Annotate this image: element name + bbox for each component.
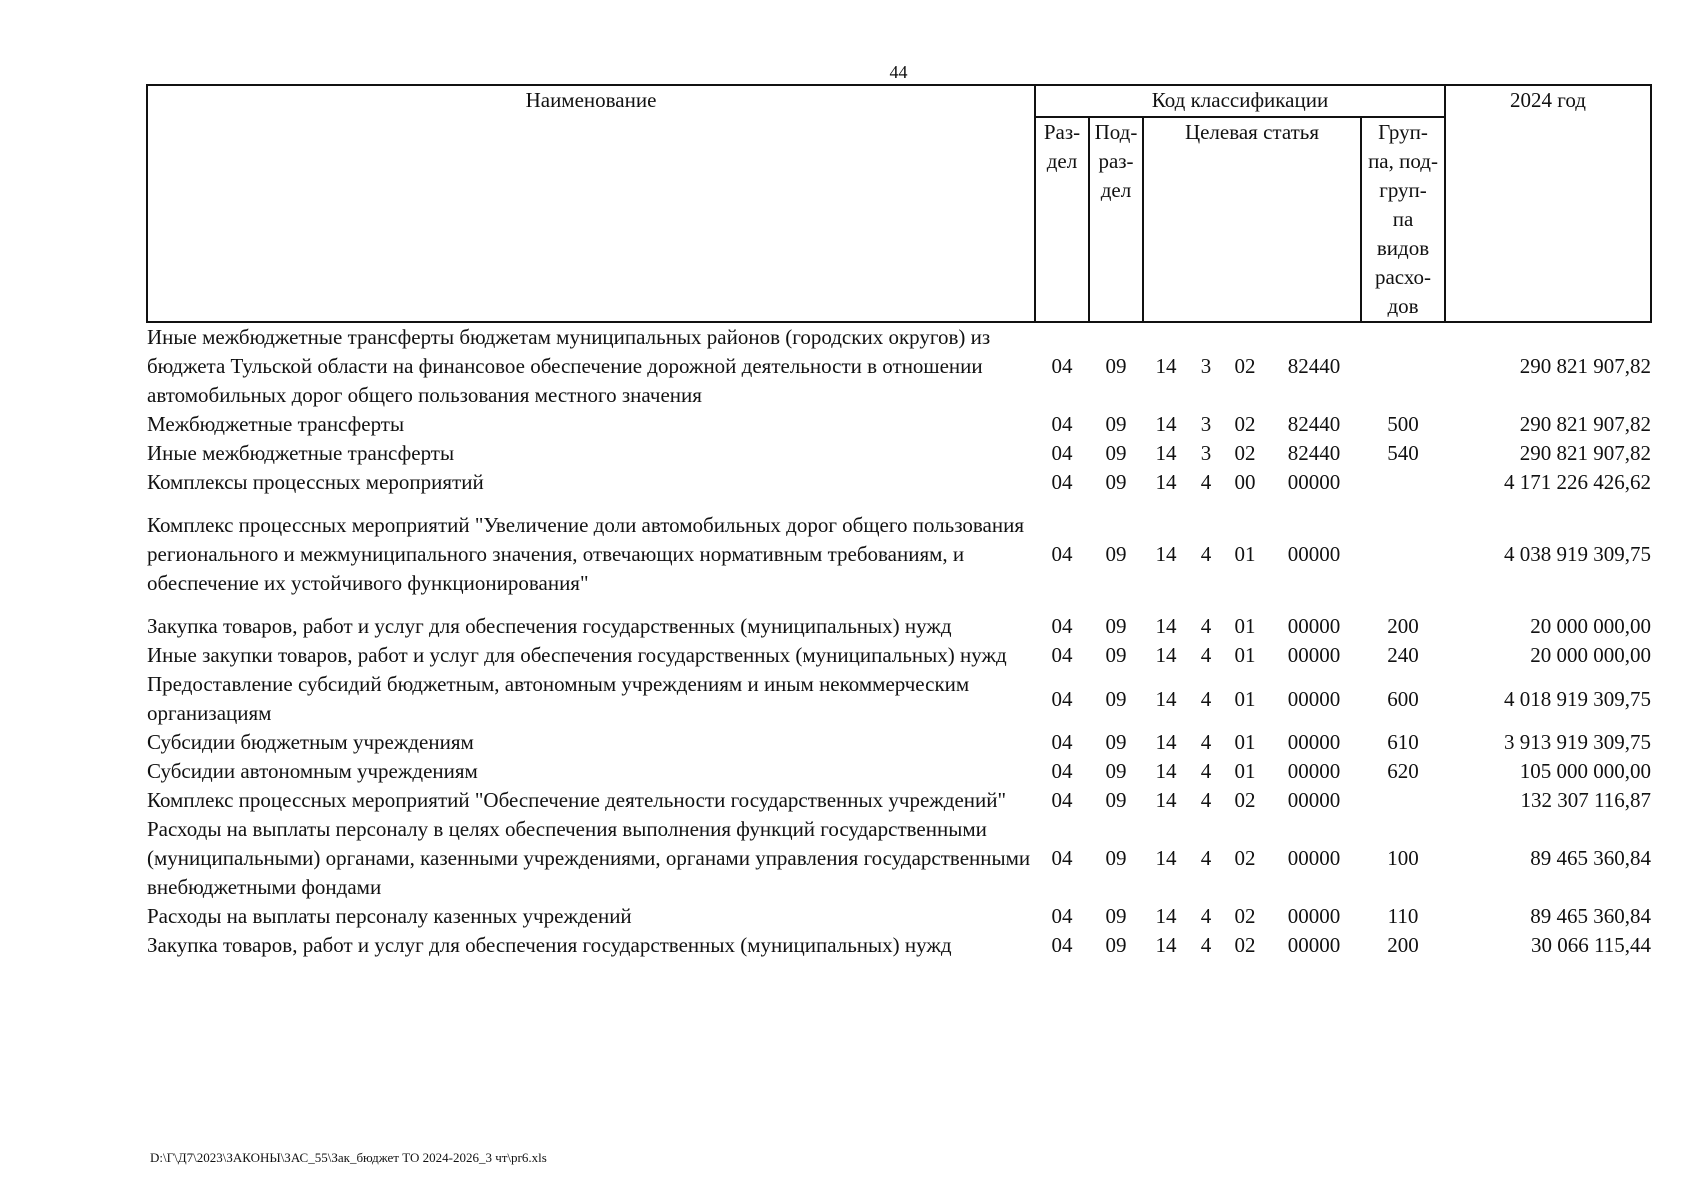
code-razdel: 04	[1051, 412, 1073, 436]
code-podrazdel: 09	[1105, 846, 1127, 870]
code-podrazdel: 09	[1105, 441, 1127, 465]
code-group: 540	[1387, 441, 1419, 465]
row-amount: 290 821 907,82	[1519, 412, 1652, 436]
row-amount: 89 465 360,84	[1530, 846, 1652, 870]
code-razdel: 04	[1051, 354, 1073, 378]
code-razdel: 04	[1051, 904, 1073, 928]
code-target-3: 02	[1234, 933, 1256, 957]
code-razdel: 04	[1051, 470, 1073, 494]
code-razdel: 04	[1051, 686, 1073, 711]
code-target-2: 4	[1200, 788, 1212, 812]
row-name: Комплекс процессных мероприятий "Обеспечение деятельности государственных учреждений"	[147, 788, 1007, 812]
row-amount: 4 038 919 309,75	[1504, 542, 1652, 566]
row-name: Иные межбюджетные трансферты бюджетам муниципальных районов (городских округов) из бюджета Тульской области на финансовое обеспечение дорожной деятельности в отношении автомобильных дорог общего пользования местного значения	[147, 325, 991, 407]
code-target-1: 14	[1155, 846, 1177, 870]
code-target-2: 4	[1200, 759, 1212, 783]
row-name: Расходы на выплаты персоналу в целях обеспечения выполнения функций государственными (муниципальными) органами, казенными учреждениями, органами управления государственными внебюджетными фондами	[147, 817, 1031, 899]
code-podrazdel: 09	[1105, 542, 1127, 566]
code-group: 500	[1387, 412, 1419, 436]
code-target-3: 02	[1234, 441, 1256, 465]
code-target-1: 14	[1155, 788, 1177, 812]
code-target-3: 02	[1234, 354, 1256, 378]
code-target-4: 00000	[1287, 759, 1341, 783]
code-target-1: 14	[1155, 470, 1177, 494]
code-target-2: 4	[1200, 470, 1212, 494]
code-razdel: 04	[1051, 441, 1073, 465]
page-number: 44	[889, 62, 908, 82]
code-podrazdel: 09	[1105, 788, 1127, 812]
code-target-2: 3	[1200, 412, 1212, 436]
code-target-1: 14	[1155, 412, 1177, 436]
code-target-4: 82440	[1287, 441, 1341, 465]
code-target-2: 4	[1200, 643, 1212, 667]
row-name: Расходы на выплаты персоналу казенных учреждений	[147, 904, 632, 928]
code-razdel: 04	[1051, 933, 1073, 957]
code-target-2: 4	[1200, 542, 1212, 566]
code-podrazdel: 09	[1105, 412, 1127, 436]
row-codes	[1035, 641, 1445, 670]
code-target-2: 4	[1200, 904, 1212, 928]
row-codes	[1035, 439, 1445, 468]
code-target-3: 01	[1234, 730, 1256, 754]
row-codes	[1035, 410, 1445, 439]
code-target-2: 4	[1200, 846, 1212, 870]
table-row	[147, 815, 1651, 902]
code-razdel: 04	[1051, 542, 1073, 566]
row-amount: 3 913 919 309,75	[1504, 730, 1652, 754]
code-podrazdel: 09	[1105, 643, 1127, 667]
code-target-1: 14	[1155, 933, 1177, 957]
code-target-2: 4	[1200, 614, 1212, 638]
code-target-3: 01	[1234, 643, 1256, 667]
row-name: Межбюджетные трансферты	[147, 412, 405, 436]
row-name: Субсидии бюджетным учреждениям	[147, 730, 474, 754]
code-target-4: 00000	[1287, 470, 1341, 494]
row-name: Иные закупки товаров, работ и услуг для обеспечения государственных (муниципальных) нужд	[147, 643, 1007, 667]
code-podrazdel: 09	[1105, 614, 1127, 638]
row-codes	[1035, 322, 1445, 410]
code-group: 200	[1387, 614, 1419, 638]
code-target-4: 00000	[1287, 686, 1341, 711]
code-target-3: 02	[1234, 904, 1256, 928]
row-amount: 290 821 907,82	[1519, 441, 1652, 465]
table-row	[147, 931, 1651, 960]
code-group: 200	[1387, 933, 1419, 957]
row-name: Иные межбюджетные трансферты	[147, 441, 455, 465]
code-group: 610	[1387, 730, 1419, 754]
code-razdel: 04	[1051, 846, 1073, 870]
row-amount: 105 000 000,00	[1519, 759, 1652, 783]
header-classification: Код классификации	[1035, 85, 1445, 117]
code-group: 620	[1387, 759, 1419, 783]
code-target-1: 14	[1155, 441, 1177, 465]
code-target-4: 00000	[1287, 788, 1341, 812]
table-row	[147, 468, 1651, 497]
code-razdel: 04	[1051, 730, 1073, 754]
code-target-4: 00000	[1287, 614, 1341, 638]
row-codes	[1035, 786, 1445, 815]
code-razdel: 04	[1051, 788, 1073, 812]
header-group: Груп- па, под- груп- па видов расхо- дов	[1361, 117, 1445, 322]
code-razdel: 04	[1051, 643, 1073, 667]
header-year: 2024 год	[1445, 85, 1651, 322]
row-name: Закупка товаров, работ и услуг для обеспечения государственных (муниципальных) нужд	[147, 614, 952, 638]
code-group: 600	[1387, 686, 1419, 711]
code-target-1: 14	[1155, 542, 1177, 566]
row-codes	[1035, 468, 1445, 497]
row-codes	[1035, 612, 1445, 641]
row-codes	[1035, 497, 1445, 612]
code-podrazdel: 09	[1105, 686, 1127, 711]
table-row	[147, 612, 1651, 641]
code-target-4: 82440	[1287, 354, 1341, 378]
code-podrazdel: 09	[1105, 354, 1127, 378]
code-target-3: 01	[1234, 759, 1256, 783]
code-podrazdel: 09	[1105, 730, 1127, 754]
code-target-2: 4	[1200, 730, 1212, 754]
row-codes	[1035, 815, 1445, 902]
header-podrazdel: Под- раз- дел	[1089, 117, 1143, 322]
row-amount: 30 066 115,44	[1531, 933, 1652, 957]
code-target-3: 01	[1234, 686, 1256, 711]
code-target-2: 4	[1200, 686, 1212, 711]
code-podrazdel: 09	[1105, 904, 1127, 928]
table-row	[147, 902, 1651, 931]
code-podrazdel: 09	[1105, 759, 1127, 783]
code-target-3: 02	[1234, 412, 1256, 436]
code-target-3: 01	[1234, 542, 1256, 566]
code-target-1: 14	[1155, 904, 1177, 928]
code-target-3: 02	[1234, 788, 1256, 812]
footer-file-path: D:\Г\Д7\2023\ЗАКОНЫ\ЗАС_55\Зак_бюджет ТО 2024-2026_3 чт\pr6.xls	[150, 1150, 547, 1165]
code-target-4: 00000	[1287, 542, 1341, 566]
code-target-4: 00000	[1287, 846, 1341, 870]
table-row	[147, 641, 1651, 670]
row-name: Предоставление субсидий бюджетным, автономным учреждениям и иным некоммерческим организациям	[147, 672, 970, 725]
code-target-3: 00	[1234, 470, 1256, 494]
code-target-1: 14	[1155, 643, 1177, 667]
code-target-4: 00000	[1287, 933, 1341, 957]
code-group: 110	[1387, 904, 1419, 928]
code-target-1: 14	[1155, 354, 1177, 378]
header-razdel: Раз- дел	[1035, 117, 1089, 322]
code-target-1: 14	[1155, 686, 1177, 711]
code-razdel: 04	[1051, 759, 1073, 783]
table-row	[147, 670, 1651, 728]
row-amount: 89 465 360,84	[1530, 904, 1652, 928]
code-group: 240	[1387, 643, 1419, 667]
code-group: 100	[1387, 846, 1419, 870]
table-body	[147, 322, 1651, 960]
table-row	[147, 497, 1651, 612]
code-target-4: 00000	[1287, 904, 1341, 928]
code-target-1: 14	[1155, 730, 1177, 754]
row-amount: 290 821 907,82	[1519, 354, 1652, 378]
code-podrazdel: 09	[1105, 470, 1127, 494]
table-row	[147, 322, 1651, 410]
code-target-2: 3	[1200, 354, 1212, 378]
code-razdel: 04	[1051, 614, 1073, 638]
row-codes	[1035, 931, 1445, 960]
row-name: Субсидии автономным учреждениям	[147, 759, 478, 783]
row-codes	[1035, 902, 1445, 931]
table-header	[147, 85, 1651, 322]
row-name: Закупка товаров, работ и услуг для обеспечения государственных (муниципальных) нужд	[147, 933, 952, 957]
table-row	[147, 728, 1651, 757]
header-name: Наименование	[147, 85, 1035, 322]
row-codes	[1035, 728, 1445, 757]
row-amount: 20 000 000,00	[1530, 614, 1652, 638]
code-target-1: 14	[1155, 614, 1177, 638]
budget-table	[146, 84, 1652, 960]
table-row	[147, 786, 1651, 815]
row-amount: 20 000 000,00	[1530, 643, 1652, 667]
table-row	[147, 757, 1651, 786]
code-target-3: 02	[1234, 846, 1256, 870]
row-name: Комплекс процессных мероприятий "Увеличение доли автомобильных дорог общего пользования регионального и межмуниципального значения, отвечающих нормативным требованиям, и обеспечение их устойчивого функционирования"	[147, 513, 1024, 595]
code-target-3: 01	[1234, 614, 1256, 638]
row-amount: 4 018 919 309,75	[1504, 686, 1652, 711]
code-target-4: 82440	[1287, 412, 1341, 436]
header-target: Целевая статья	[1143, 117, 1361, 322]
row-amount: 132 307 116,87	[1520, 788, 1652, 812]
code-podrazdel: 09	[1105, 933, 1127, 957]
code-target-1: 14	[1155, 759, 1177, 783]
code-target-4: 00000	[1287, 643, 1341, 667]
code-target-4: 00000	[1287, 730, 1341, 754]
row-name: Комплексы процессных мероприятий	[147, 470, 484, 494]
table-row	[147, 439, 1651, 468]
row-codes	[1035, 757, 1445, 786]
code-target-2: 4	[1200, 933, 1212, 957]
row-amount: 4 171 226 426,62	[1504, 470, 1652, 494]
row-codes	[1035, 670, 1445, 728]
table-row	[147, 410, 1651, 439]
code-target-2: 3	[1200, 441, 1212, 465]
